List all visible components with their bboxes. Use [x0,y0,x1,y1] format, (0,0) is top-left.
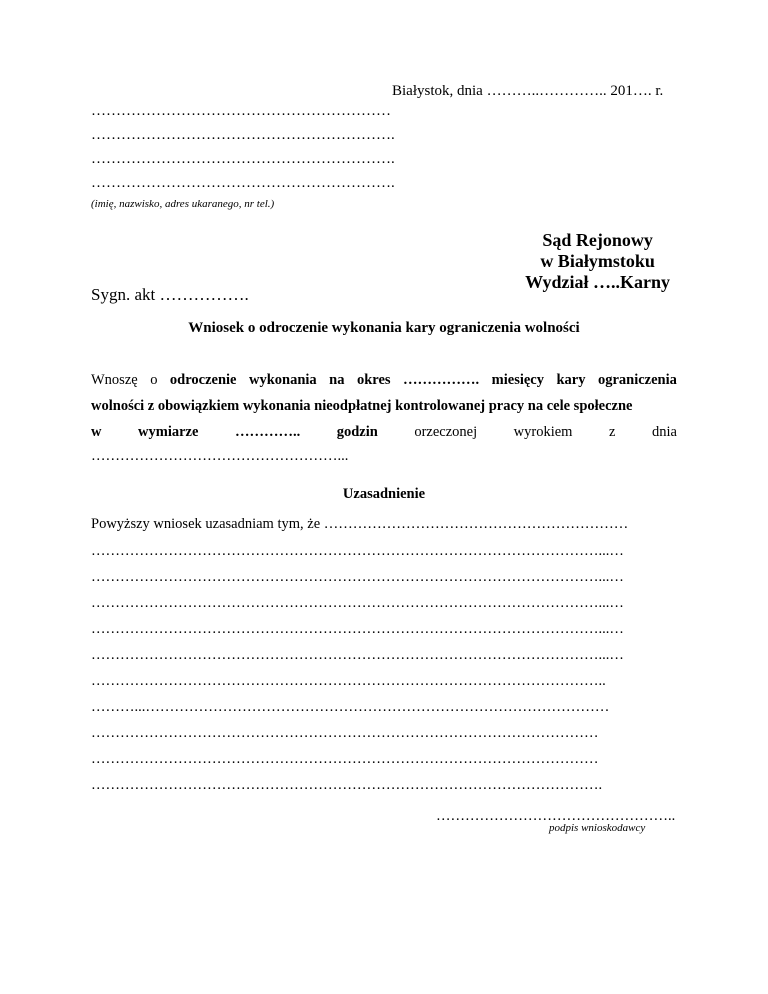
request-word: ……………. [403,372,480,388]
request-word: wyrokiem [513,424,573,440]
request-word: okres [356,372,391,388]
request-word: orzeczonej [414,424,478,440]
request-word: ograniczenia [597,372,677,388]
request-word: z [609,424,616,440]
request-word: w [91,424,102,440]
request-word: wymiarze [138,424,199,440]
date-line: Białystok, dnia ………..………….. 201…. r. [392,83,664,99]
court-address [525,230,670,293]
justification-line: ……………………………………………………………………………………………...… [91,595,624,611]
request-line-1 [91,372,677,389]
justification-line: ……………………………………………………………………………………………...… [91,621,624,637]
justification-line: ……………………………………………………………………………………………...… [91,543,624,559]
applicant-line-4: ……………………………………………………. [91,175,395,191]
document-title: Wniosek o odroczenie wykonania kary ograniczenia wolności [188,320,580,336]
request-word: wykonania [248,372,317,388]
court-division: Wydział …..Karny [525,272,670,292]
request-word: Wnoszę [91,372,138,388]
justification-line: …………………………………………………………………………………………….. [91,673,606,689]
applicant-caption: (imię, nazwisko, adres ukaranego, nr tel.) [91,198,275,210]
request-word: dnia [651,424,677,440]
request-line-4: ……………………………………………... [91,448,349,464]
court-name: Sąd Rejonowy [542,230,653,250]
request-word: godzin [336,424,378,440]
justification-line: ………...…………………………………………………………………………………… [91,699,610,715]
justification-first-line: Powyższy wniosek uzasadniam tym, że ……………………………………………………… [91,516,629,532]
request-word: o [150,372,158,388]
request-word: kary [556,372,586,388]
justification-line: ……………………………………………………………………………………………...… [91,647,624,663]
request-word: odroczenie [169,372,237,388]
justification-line: ……………………………………………………………………………………………...… [91,569,624,585]
case-reference: Sygn. akt ……………. [91,285,249,304]
request-word: na [329,372,345,388]
justification-heading: Uzasadnienie [342,486,426,502]
justification-line: …………………………………………………………………………………………… [91,725,599,741]
court-city: w Białymstoku [540,251,655,271]
request-line-2: wolności z obowiązkiem wykonania nieodpłatnej kontrolowanej pracy na cele społeczne [91,398,633,414]
justification-line: …………………………………………………………………………………………… [91,751,599,767]
request-word: miesięcy [491,372,544,388]
request-word: ………….. [234,424,301,440]
request-line-3 [91,424,677,441]
applicant-line-3: ……………………………………………………. [91,151,395,167]
signature-caption: podpis wnioskodawcy [549,822,646,834]
applicant-line-1: …………………………………………………… [91,103,391,119]
justification-line: ……………………………………………………………………………………………. [91,777,603,793]
signature-line: ………………………………………….. [436,808,676,824]
applicant-line-2: ……………………………………………………. [91,127,395,143]
